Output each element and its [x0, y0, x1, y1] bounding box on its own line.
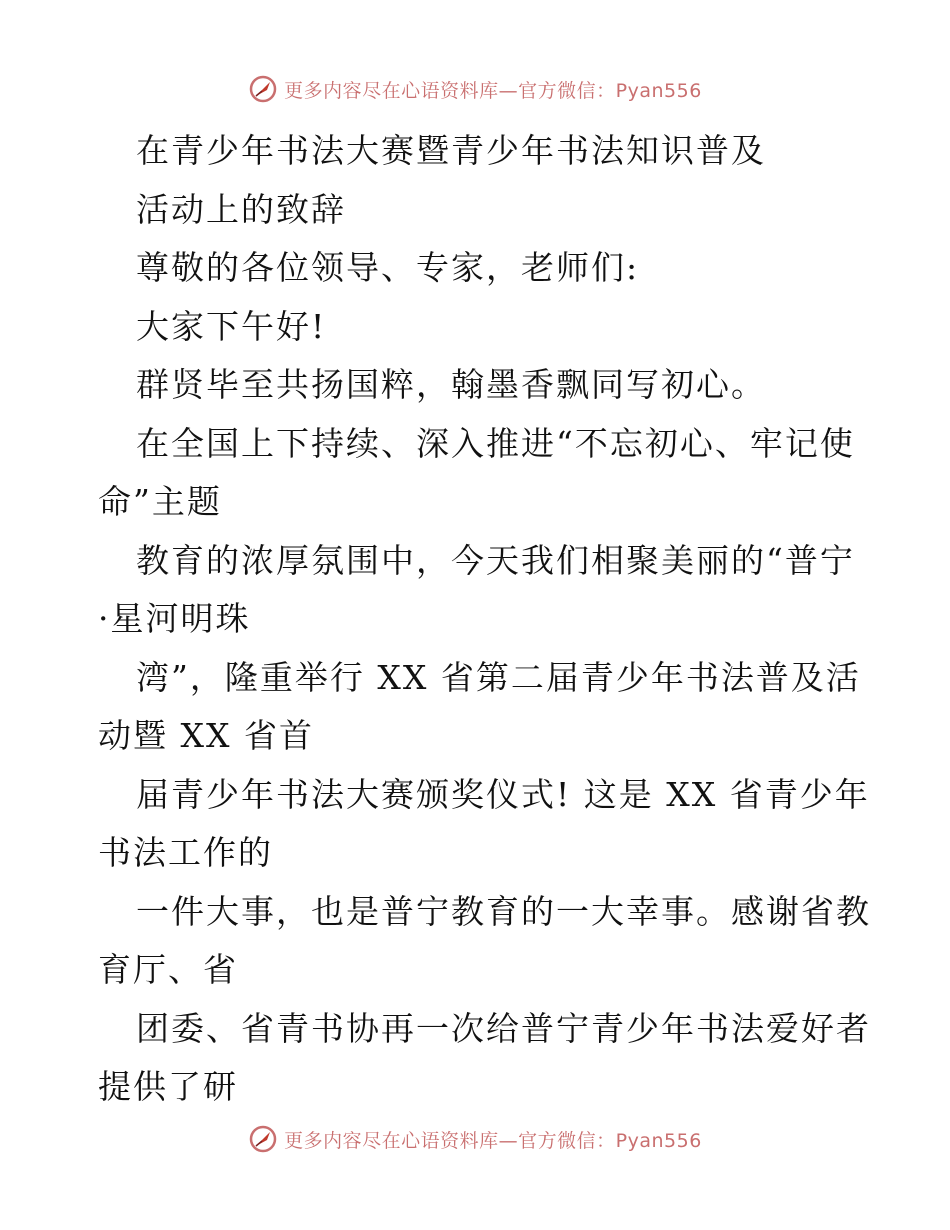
document-line: 届青少年书法大赛颁奖仪式! 这是 XX 省青少年: [136, 774, 870, 814]
document-body: [98, 122, 871, 1117]
document-line: 育厅、省: [98, 950, 238, 989]
document-line: 群贤毕至共扬国粹，翰墨香飘同写初心。: [136, 365, 766, 404]
quill-pen-logo-icon: [248, 1124, 278, 1154]
watermark-text: 更多内容尽在心语资料库—官方微信：Pyan556: [284, 79, 702, 102]
quill-pen-logo-icon: [248, 74, 278, 104]
document-line: ·星河明珠: [98, 599, 251, 638]
document-line: 一件大事，也是普宁教育的一大幸事。感谢省教: [136, 891, 871, 931]
document-line: 活动上的致辞: [136, 189, 346, 229]
watermark-footer: [0, 1124, 950, 1154]
document-line: 湾”，隆重举行 XX 省第二届青少年书法普及活: [136, 657, 861, 697]
document-line: 提供了研: [98, 1067, 238, 1106]
document-line: 教育的浓厚氛围中，今天我们相聚美丽的“普宁: [136, 540, 855, 580]
document-line: 动暨 XX 省首: [98, 716, 314, 755]
document-line: 团委、省青书协再一次给普宁青少年书法爱好者: [136, 1008, 871, 1048]
document-line: 书法工作的: [98, 833, 273, 872]
document-line: 在青少年书法大赛暨青少年书法知识普及: [136, 131, 766, 170]
document-line: 命”主题: [98, 482, 222, 521]
watermark-header: [0, 74, 950, 104]
document-line: 在全国上下持续、深入推进“不忘初心、牢记使: [136, 423, 855, 463]
document-line: 大家下午好!: [136, 306, 327, 346]
document-line: 尊敬的各位领导、专家，老师们:: [136, 248, 640, 287]
watermark-text: 更多内容尽在心语资料库—官方微信：Pyan556: [284, 1129, 702, 1152]
